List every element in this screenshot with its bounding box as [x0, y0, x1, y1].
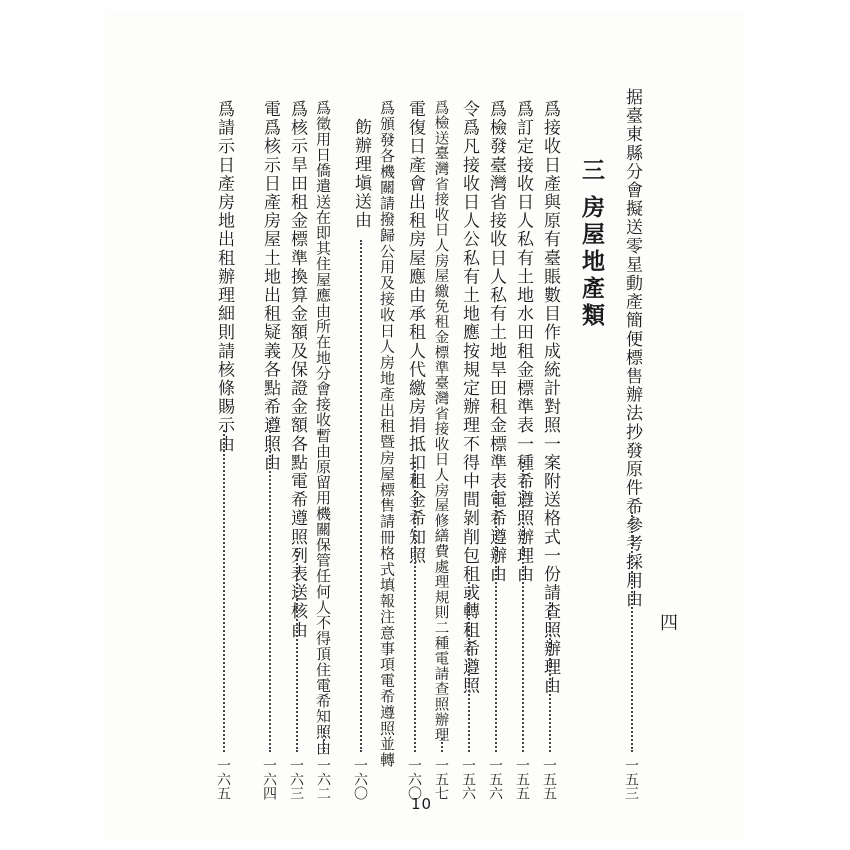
document-page — [105, 10, 745, 840]
toc-entry-text: 据臺東縣分會擬送零星動產簡便標售辦法抄發原件希參考採用由 — [622, 88, 642, 609]
toc-entry-text: 爲徵用日僑遣送在即其住屋應由所在地分會接收暫由原留用機關保管任何人不得頂住電希知照由 — [314, 100, 332, 756]
toc-leader — [360, 240, 362, 752]
toc-leader — [549, 602, 551, 752]
toc-entry-text: 爲請示日產房地出租辦理細則請核條賜示由 — [214, 100, 234, 454]
toc-entry-text: 令爲凡接收日人公私有土地應按規定辦理不得中間剝削包租或轉租希遵照 — [459, 100, 479, 696]
toc-entry-page: 一五六 — [487, 758, 503, 800]
toc-entry-text: 爲頒發各機關請撥歸公用及接收日人房地產出租暨房屋標售請冊格式填報注意事項電希遵照並轉 — [378, 100, 396, 768]
header-page-label: 四 — [660, 613, 678, 634]
toc-entry-text: 爲檢發臺灣省接收日人私有土地旱田租金標準表電希遵辦由 — [486, 100, 506, 584]
toc-leader — [323, 728, 325, 752]
toc-entry-page: 一五七 — [433, 758, 449, 800]
toc-entry-text: 飭辦理塡送由 — [351, 118, 371, 230]
toc-entry-text: 爲核示旱田租金標準換算金額及保證金額各點電希遵照列表送核由 — [287, 100, 307, 640]
toc-entry-text: 爲接收日產與原有臺賬數目作成統計對照一案附送格式一份請查照辦理由 — [540, 100, 560, 696]
toc-entry-text: 電復日產會出租房屋應由承租人代繳房捐抵扣租金希知照 — [405, 100, 425, 565]
toc-leader — [414, 462, 416, 752]
toc-leader — [296, 548, 298, 752]
page-number: 10 — [411, 795, 433, 813]
toc-entry-page: 一五五 — [541, 758, 557, 800]
toc-entry-page: 一五五 — [514, 758, 530, 800]
toc-leader — [441, 738, 443, 752]
toc-entry-page: 一六〇 — [352, 758, 368, 800]
section-title: 房屋地產類 — [578, 195, 605, 330]
toc-entry-page: 一六三 — [288, 758, 304, 800]
toc-entry-page: 一六〇 — [406, 758, 422, 800]
toc-entry-page: 一六五 — [215, 758, 231, 800]
toc-leader — [631, 512, 633, 752]
toc-entry-text: 爲檢送臺灣省接收日人房屋繳免租金標準臺灣省接收日人房屋修繕費處理規則二種電請查照辦理 — [432, 100, 449, 743]
toc-leader — [522, 462, 524, 752]
toc-entry-text: 電爲核示日產房屋土地出租疑義各點希遵照由 — [260, 100, 280, 472]
toc-entry-page: 一六四 — [261, 758, 277, 800]
toc-leader — [269, 420, 271, 752]
toc-leader — [468, 582, 470, 752]
toc-entry-page: 一五三 — [623, 758, 639, 800]
toc-leader — [495, 490, 497, 752]
toc-entry-page: 一六二 — [315, 758, 331, 800]
section-number: 三 — [578, 158, 605, 185]
toc-entry-text: 爲訂定接收日人私有土地水田租金標準表一種希遵照辦理由 — [513, 100, 533, 584]
toc-leader — [223, 430, 225, 752]
toc-entry-page: 一五六 — [460, 758, 476, 800]
